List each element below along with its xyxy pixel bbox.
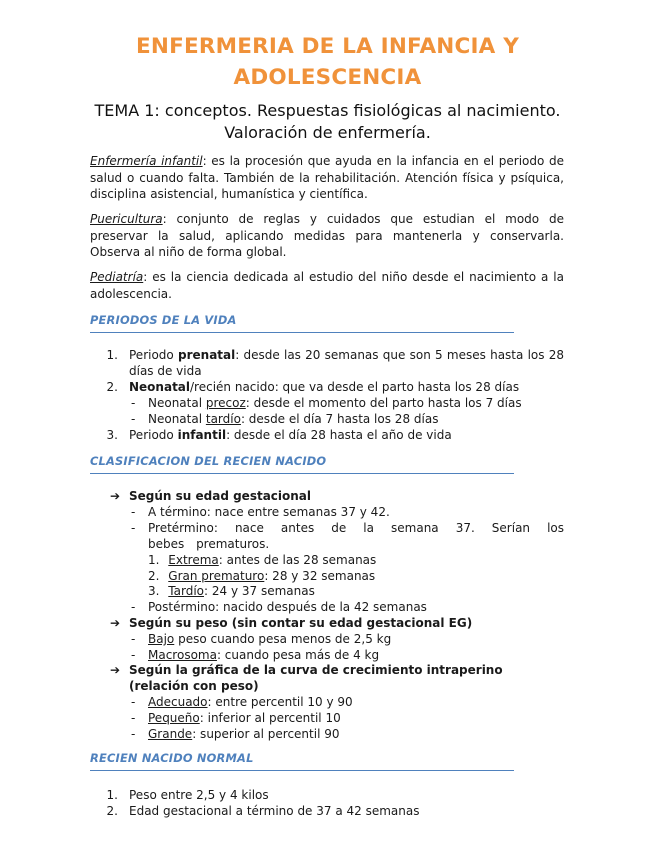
list-item	[96, 379, 519, 395]
underlined-term: Pequeño	[148, 711, 200, 725]
list-number: 3.	[148, 584, 160, 598]
bold-term: infantil	[177, 428, 227, 442]
underlined-term: Tardío	[168, 584, 204, 598]
text: : inferior al percentil 10	[199, 711, 341, 725]
bold-heading: Según su peso (sin contar su edad gestacional EG)	[129, 616, 473, 630]
text: : 24 y 37 semanas	[204, 584, 315, 598]
definition-term: Enfermería infantil	[90, 154, 203, 168]
text: A término: nace entre semanas 37 y 42.	[148, 505, 390, 519]
arrow-item	[110, 615, 472, 631]
text: : desde el día 28 hasta el año de vida	[226, 428, 452, 442]
sub-list-item	[131, 395, 522, 411]
underlined-term: Bajo	[148, 632, 175, 646]
text: Periodo	[129, 348, 178, 362]
dash-bullet: -	[131, 648, 136, 662]
bold-term: Neonatal	[129, 380, 191, 394]
definition-puericultura	[90, 211, 564, 261]
sub-list-item	[131, 504, 390, 520]
list-item	[96, 427, 452, 443]
underlined-term: Grande	[148, 727, 193, 741]
text: : 28 y 32 semanas	[264, 569, 376, 583]
list-number: 3.	[106, 428, 118, 442]
definition-term: Puericultura	[90, 212, 163, 226]
list-number: 1.	[106, 348, 118, 362]
dash-bullet: -	[131, 412, 136, 426]
text: : desde el día 7 hasta los 28 días	[240, 412, 439, 426]
bold-heading: Según la gráfica de la curva de crecimiento intraperino (relación con peso)	[129, 663, 503, 693]
list-number: 1.	[106, 788, 118, 802]
sub-list-item	[131, 411, 438, 427]
arrow-item	[110, 662, 564, 694]
sub-list-item	[131, 647, 379, 663]
sub-list-item	[131, 631, 391, 647]
text: Edad gestacional a término de 37 a 42 semanas	[129, 804, 420, 818]
definition-text: : es la ciencia dedicada al estudio del niño desde el nacimiento a la adolescencia.	[90, 270, 564, 301]
dash-bullet: -	[131, 521, 136, 535]
text: Neonatal	[148, 412, 206, 426]
arrow-right-icon: ➔	[110, 616, 121, 630]
text: : desde el momento del parto hasta los 7 días	[245, 396, 522, 410]
text: : cuando pesa más de 4 kg	[216, 648, 380, 662]
arrow-item	[110, 488, 311, 504]
sub-list-item	[131, 520, 564, 552]
list-item	[96, 347, 564, 379]
text: Peso entre 2,5 y 4 kilos	[129, 788, 269, 802]
section-heading-periodos: PERIODOS DE LA VIDA	[90, 313, 514, 333]
definition-term: Pediatría	[90, 270, 144, 284]
sub-list-item	[131, 710, 341, 726]
section-heading-normal: RECIEN NACIDO NORMAL	[90, 751, 514, 771]
dash-bullet: -	[131, 600, 136, 614]
arrow-right-icon: ➔	[110, 663, 121, 677]
definition-enfermeria	[90, 153, 564, 203]
topic-subtitle: TEMA 1: conceptos. Respuestas fisiológicas al nacimiento. Valoración de enfermería.	[94, 101, 561, 142]
dash-bullet: -	[131, 632, 136, 646]
sub-list-item	[131, 726, 340, 742]
text: : antes de las 28 semanas	[218, 553, 377, 567]
text: Postérmino: nacido después de la 42 semanas	[148, 600, 427, 614]
arrow-right-icon: ➔	[110, 489, 121, 503]
list-number: 2.	[148, 569, 160, 583]
underlined-term: Adecuado	[148, 695, 208, 709]
dash-bullet: -	[131, 727, 136, 741]
bold-heading: Según su edad gestacional	[129, 489, 312, 503]
sub-list-item	[131, 599, 427, 615]
list-item	[96, 787, 269, 803]
numbered-sub-item	[148, 552, 376, 568]
list-number: 2.	[106, 804, 118, 818]
text: : entre percentil 10 y 90	[207, 695, 353, 709]
numbered-sub-item	[148, 583, 315, 599]
section-heading-clasificacion: CLASIFICACION DEL RECIEN NACIDO	[90, 454, 514, 474]
definition-text: : conjunto de reglas y cuidados que estudian el modo de preservar la salud, aplicando medidas para mantenerla y conservarla. Observa al niño de forma global.	[90, 212, 564, 259]
dash-bullet: -	[131, 505, 136, 519]
list-item	[96, 803, 419, 819]
list-number: 1.	[148, 553, 160, 567]
dash-bullet: -	[131, 711, 136, 725]
text: : superior al percentil 90	[192, 727, 340, 741]
text: Neonatal	[148, 396, 206, 410]
text: : desde las 20 semanas que son 5 meses hasta los 28 días de vida	[129, 348, 565, 378]
bold-term: prenatal	[178, 348, 236, 362]
page-title: ENFERMERIA DE LA INFANCIA Y ADOLESCENCIA	[136, 34, 519, 90]
list-item-text	[129, 347, 564, 379]
dash-bullet: -	[131, 396, 136, 410]
dash-bullet: -	[131, 695, 136, 709]
underlined-term: Extrema	[168, 553, 219, 567]
text: peso cuando pesa menos de 2,5 kg	[174, 632, 392, 646]
definition-text: : es la procesión que ayuda en la infancia en el periodo de salud o cuando falta. También de la rehabilitación. Atención física y psíquica, disciplina asistencial, humanística y científica.	[90, 154, 564, 201]
text: /recién nacido: que va desde el parto hasta los 28 días	[190, 380, 520, 394]
sub-list-item	[131, 694, 353, 710]
underlined-term: Gran prematuro	[168, 569, 265, 583]
numbered-sub-item	[148, 568, 375, 584]
text: Pretérmino: nace antes de la semana 37. Serían los bebes prematuros.	[148, 521, 564, 551]
list-number: 2.	[106, 380, 118, 394]
underlined-term: precoz	[205, 396, 246, 410]
definition-pediatria	[90, 269, 564, 302]
underlined-term: tardío	[205, 412, 241, 426]
text: Periodo	[129, 428, 178, 442]
underlined-term: Macrosoma	[148, 648, 217, 662]
